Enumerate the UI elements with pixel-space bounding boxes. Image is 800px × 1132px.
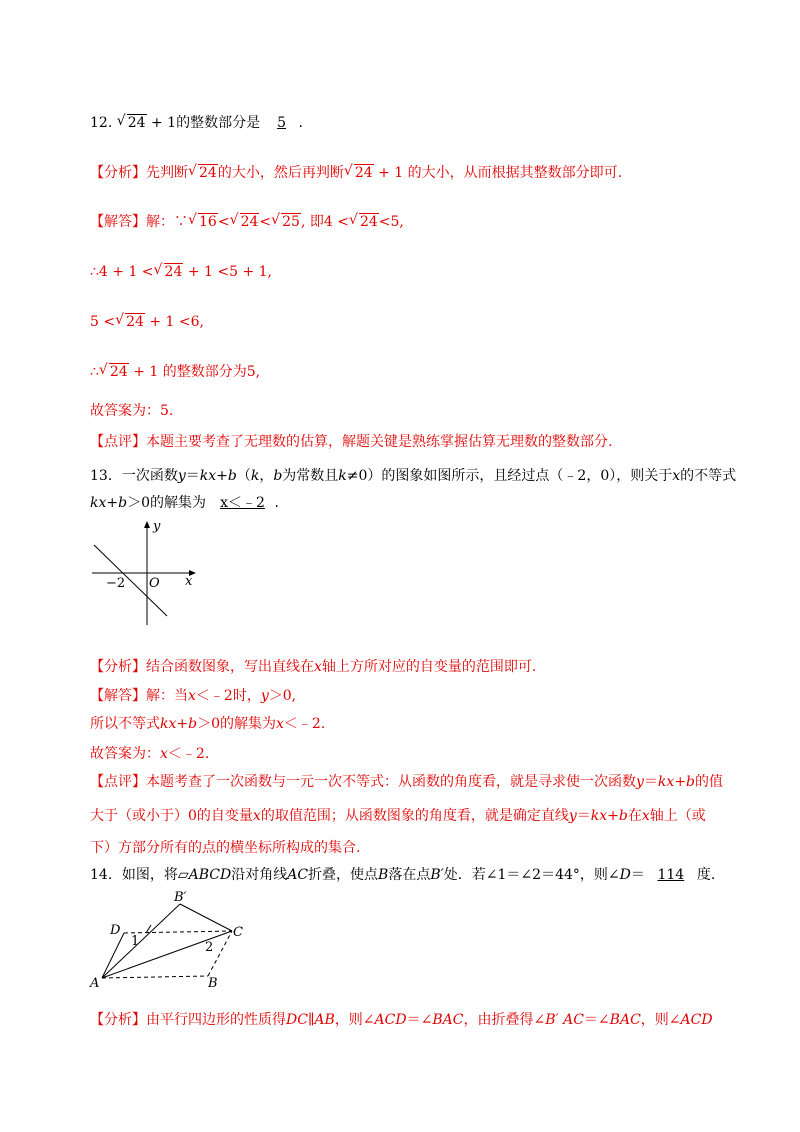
var: AC bbox=[563, 1012, 584, 1028]
text: 的值 bbox=[695, 774, 724, 790]
text: （ bbox=[236, 468, 251, 484]
var: x bbox=[314, 659, 322, 675]
period: . bbox=[274, 495, 279, 511]
text: 为常数且 bbox=[282, 468, 339, 484]
var: x bbox=[672, 468, 681, 484]
text: 下）方部分所有的点的横坐标所构成的集合. bbox=[90, 840, 361, 856]
text: 轴上方所对应的自变量的范围即可. bbox=[321, 659, 537, 675]
text: ＝ bbox=[185, 468, 200, 484]
text: + bbox=[106, 495, 119, 511]
text: 在 bbox=[627, 808, 642, 824]
origin-label: O bbox=[149, 576, 160, 591]
text: 由平行四边形的性质得 bbox=[146, 1012, 286, 1028]
q12-comment bbox=[90, 432, 612, 452]
text: ＞0的解集为 bbox=[127, 495, 207, 511]
text: 故答案为：5. bbox=[90, 403, 174, 419]
var: b bbox=[118, 495, 128, 511]
var: B′ bbox=[545, 1012, 559, 1028]
q13-comment-1 bbox=[90, 772, 723, 792]
text: 先判断 bbox=[146, 165, 188, 181]
answer-blank: x＜﹣2 bbox=[220, 495, 265, 511]
y-axis-label: y bbox=[153, 519, 161, 534]
text: 【分析】结合函数图象，写出直线在 bbox=[90, 659, 314, 675]
x-axis-label: x bbox=[185, 574, 193, 589]
var: BAC bbox=[432, 1012, 464, 1028]
text: 解：∵ bbox=[146, 214, 188, 230]
q13-final-answer bbox=[90, 744, 209, 764]
plus-one: + 1 bbox=[151, 115, 177, 131]
q12-solution-3 bbox=[90, 312, 204, 332]
text: 轴上（或 bbox=[649, 808, 706, 824]
text: ，由折叠得∠ bbox=[463, 1012, 546, 1028]
text: + 1 <6, bbox=[149, 314, 205, 330]
q12-analysis bbox=[90, 163, 622, 183]
lt: < bbox=[217, 214, 230, 230]
text: ＝∠ bbox=[583, 1012, 610, 1028]
label-C: C bbox=[233, 925, 243, 940]
var: AC bbox=[287, 867, 309, 883]
q13-analysis bbox=[90, 657, 536, 677]
sqrt-25: √ 25 bbox=[271, 212, 301, 232]
text: ＞0的解集为 bbox=[197, 716, 277, 732]
text: ， bbox=[259, 468, 274, 484]
var: DC bbox=[286, 1012, 308, 1028]
text: ，则∠ bbox=[334, 1012, 375, 1028]
analysis-tag: 【分析】 bbox=[90, 165, 146, 181]
text: 【解答】解：当 bbox=[90, 688, 188, 704]
text: ∴ bbox=[90, 364, 99, 380]
sqrt-24: √ 24 bbox=[188, 163, 218, 183]
q13-line-1 bbox=[90, 466, 736, 486]
angle-1-label: 1 bbox=[131, 934, 140, 949]
sqrt-24: √ 24 bbox=[99, 362, 129, 382]
q13-line-2 bbox=[90, 493, 279, 513]
text: ＞0, bbox=[268, 688, 297, 704]
label-D: D bbox=[110, 923, 121, 938]
angle-2-label: 2 bbox=[205, 940, 214, 955]
text: 本题主要考查了无理数的估算，解题关键是熟练掌握估算无理数的整数部分. bbox=[146, 434, 613, 450]
text: 的大小，从而根据其整数部分即可. bbox=[407, 165, 623, 181]
text: 13．一次函数 bbox=[90, 468, 178, 484]
analysis-tag: 【分析】 bbox=[90, 1012, 146, 1028]
text: ＝∠ bbox=[406, 1012, 433, 1028]
text: ＝ bbox=[643, 774, 658, 790]
text: + 1 bbox=[133, 364, 159, 380]
var: y bbox=[260, 688, 269, 704]
var: x bbox=[160, 746, 168, 762]
text: 落在点 bbox=[388, 867, 431, 883]
text: ＝ bbox=[576, 808, 591, 824]
var: b bbox=[227, 468, 237, 484]
var: ACD bbox=[680, 1012, 713, 1028]
var: kx bbox=[90, 495, 107, 511]
q13-solution-1 bbox=[90, 686, 296, 706]
y-axis-arrow-icon bbox=[144, 521, 150, 528]
text: 处．若∠1＝∠2＝44°，则∠ bbox=[443, 867, 620, 883]
var: b bbox=[618, 808, 628, 824]
var: x bbox=[252, 808, 261, 824]
var: b bbox=[188, 716, 198, 732]
var: BAC bbox=[609, 1012, 641, 1028]
var: b bbox=[686, 774, 696, 790]
var: B bbox=[378, 867, 389, 883]
text: 度. bbox=[696, 867, 716, 883]
sqrt-24: √ 24 bbox=[154, 262, 184, 282]
var: kx bbox=[160, 716, 177, 732]
var: kx bbox=[590, 808, 608, 824]
q12-solution-1 bbox=[90, 212, 404, 232]
q12-line bbox=[90, 113, 303, 133]
text: 14．如图，将▱ bbox=[90, 867, 189, 883]
var: k bbox=[338, 468, 347, 484]
answer-blank: 5 bbox=[277, 115, 286, 131]
text: + bbox=[607, 808, 619, 824]
text: 沿对角线 bbox=[231, 867, 288, 883]
var: kx bbox=[199, 468, 217, 484]
text: ∴4 + 1 < bbox=[90, 264, 154, 280]
var: y bbox=[177, 468, 186, 484]
var: B′ bbox=[430, 867, 444, 883]
text: 大于（或小于）0的自变量 bbox=[90, 808, 253, 824]
text: 【点评】本题考查了一次函数与一元一次不等式：从函数的角度看，就是寻求使一次函数 bbox=[90, 774, 636, 790]
question-number: 12. bbox=[90, 115, 113, 131]
q12-final-answer bbox=[90, 401, 173, 421]
var: y bbox=[568, 808, 577, 824]
comment-tag: 【点评】 bbox=[90, 434, 146, 450]
text: + bbox=[216, 468, 228, 484]
var: D bbox=[619, 867, 631, 883]
edge-D-C bbox=[124, 931, 232, 933]
q12-text: 的整数部分是 bbox=[176, 115, 261, 131]
text: 的不等式 bbox=[680, 468, 737, 484]
label-Bprime: B′ bbox=[174, 890, 187, 905]
text: + 1 <5 + 1, bbox=[187, 264, 272, 280]
q14-line bbox=[90, 865, 715, 885]
text: , 即4 < bbox=[300, 214, 349, 230]
q13-solution-2 bbox=[90, 714, 325, 734]
text: ＜﹣2. bbox=[283, 716, 326, 732]
var: x bbox=[276, 716, 284, 732]
text: 的整数部分为5, bbox=[162, 364, 261, 380]
var: x bbox=[188, 688, 196, 704]
tick-label: −2 bbox=[106, 576, 126, 591]
edge-A-B bbox=[102, 976, 208, 978]
lt: < bbox=[259, 214, 272, 230]
text: 5 < bbox=[90, 314, 116, 330]
plus-one: + 1 bbox=[378, 165, 404, 181]
edge-A-Bprime bbox=[102, 904, 180, 978]
text: 的大小，然后再判断 bbox=[217, 165, 344, 181]
edge-Bprime-C bbox=[180, 904, 232, 931]
parallelogram-fold-figure bbox=[88, 888, 258, 992]
text: 故答案为： bbox=[90, 746, 160, 762]
sqrt-24: √ 24 bbox=[344, 163, 374, 183]
answer-blank: 114 bbox=[657, 867, 685, 883]
text: ，则∠ bbox=[640, 1012, 681, 1028]
period: . bbox=[298, 115, 303, 131]
var: y bbox=[636, 774, 644, 790]
var: b bbox=[273, 468, 283, 484]
text: ＜﹣2. bbox=[167, 746, 210, 762]
text: 所以不等式 bbox=[90, 716, 160, 732]
text: <5, bbox=[378, 214, 404, 230]
var: ACD bbox=[374, 1012, 407, 1028]
sqrt-24: √ 24 bbox=[349, 212, 379, 232]
q14-analysis bbox=[90, 1010, 713, 1030]
text: 的取值范围；从函数图象的角度看，就是确定直线 bbox=[260, 808, 569, 824]
var: kx bbox=[657, 774, 675, 790]
text: 折叠，使点 bbox=[308, 867, 379, 883]
sqrt-24: √ 24 bbox=[115, 312, 145, 332]
var: ABCD bbox=[188, 867, 232, 883]
text: + bbox=[674, 774, 687, 790]
var: k bbox=[250, 468, 260, 484]
sqrt-24: √ 24 bbox=[117, 113, 147, 133]
text: ＝ bbox=[630, 867, 645, 883]
sqrt-16: √ 16 bbox=[188, 212, 218, 232]
q12-solution-4 bbox=[90, 362, 260, 382]
text: ＜﹣2时， bbox=[195, 688, 261, 704]
var: AB bbox=[314, 1012, 335, 1028]
sqrt-24: √ 24 bbox=[230, 212, 260, 232]
label-B: B bbox=[208, 976, 218, 991]
q13-comment-3 bbox=[90, 838, 360, 858]
q13-comment-2 bbox=[90, 806, 706, 826]
q12-solution-2 bbox=[90, 262, 272, 282]
text: ≠0）的图象如图所示，且经过点（﹣2，0），则关于 bbox=[346, 468, 673, 484]
linear-function-graph bbox=[88, 515, 208, 627]
var: x bbox=[641, 808, 650, 824]
solution-tag: 【解答】 bbox=[90, 214, 146, 230]
label-A: A bbox=[90, 976, 100, 991]
text: ∥ bbox=[307, 1012, 315, 1028]
text: + bbox=[176, 716, 189, 732]
